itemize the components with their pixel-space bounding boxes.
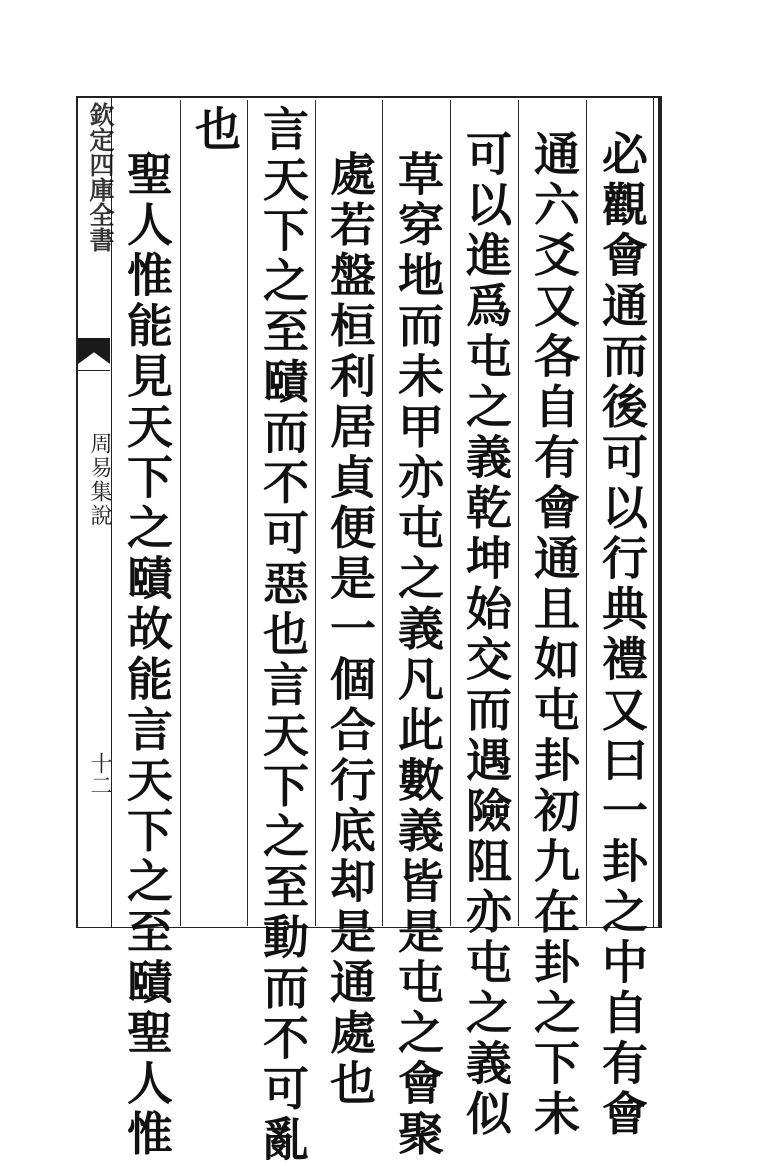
text-column-4: 草穿地而未甲亦屯之義凡此數義皆是屯之會聚 — [391, 150, 445, 1160]
text-column-5: 處若盤桓利居貞便是一個合行底却是通處也 — [323, 150, 377, 1110]
column-rule — [315, 100, 316, 926]
book-name: 周易集說 — [87, 432, 112, 528]
text-column-3: 可以進爲屯之義乾坤始交而遇險阻亦屯之義似 — [459, 130, 513, 1140]
column-rule — [180, 100, 181, 926]
margin-title: 欽定四庫全書 — [86, 102, 115, 252]
column-rule — [247, 100, 248, 926]
column-rule — [382, 100, 383, 926]
text-column-8: 聖人惟能見天下之賾故能言天下之至賾聖人惟 — [120, 150, 174, 1160]
text-column-2: 通六爻又各自有會通且如屯卦初九在卦之下未 — [527, 130, 581, 1140]
leaf-number: 十二 — [87, 752, 112, 796]
column-rule — [450, 100, 451, 926]
column-rule — [586, 100, 587, 926]
column-rule — [518, 100, 519, 926]
text-column-6: 言天下之至賾而不可惡也言天下之至動而不可亂 — [256, 105, 310, 1166]
text-column-7: 也 — [188, 105, 242, 156]
text-column-1: 必觀會通而後可以行典禮又曰一卦之中自有會 — [595, 130, 649, 1140]
fishtail-divider — [78, 370, 110, 371]
